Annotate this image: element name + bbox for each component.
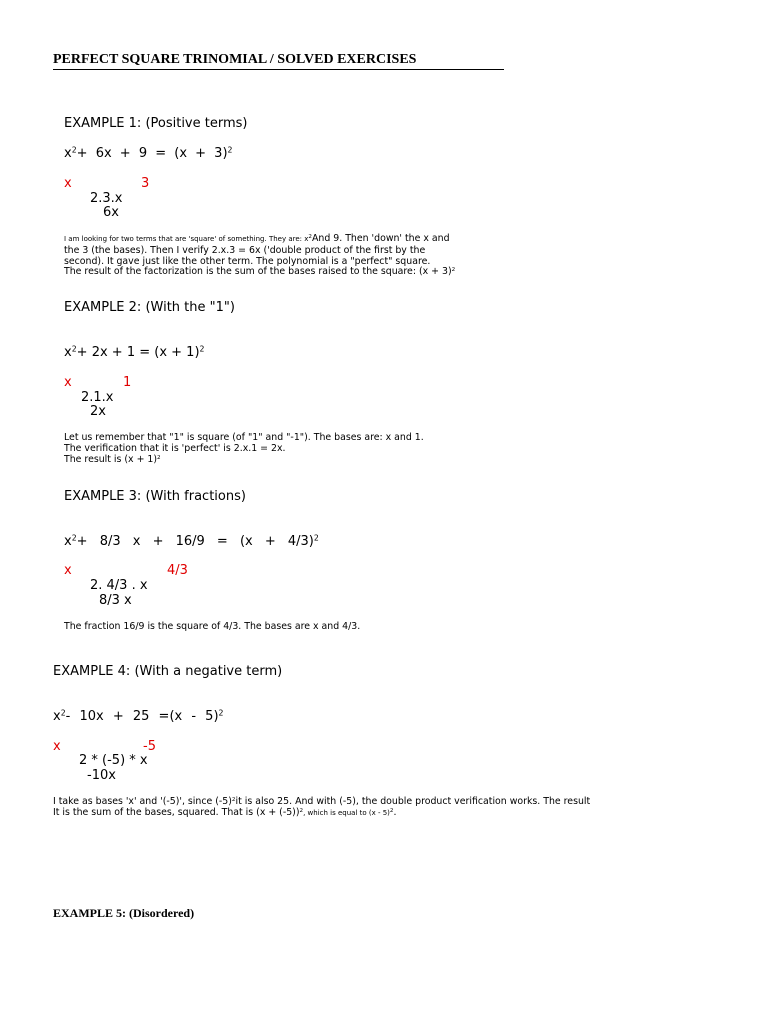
example-1-note-2: the 3 (the bases). Then I verify 2.x.3 = 6x ('double product of the first by the xyxy=(64,245,426,256)
example-3-base-right: 4/3 xyxy=(167,563,188,578)
example-2-heading: EXAMPLE 2: (With the "1") xyxy=(64,300,235,315)
example-4-calc-1: 2 * (-5) * x xyxy=(79,753,148,768)
example-3-heading: EXAMPLE 3: (With fractions) xyxy=(64,489,246,504)
example-4-note-1: I take as bases 'x' and '(-5)', since $(-5)^2it$ is also 25. And with (-5), the double product verification works. The result xyxy=(53,796,591,807)
example-1-base-right: 3 xyxy=(141,176,150,191)
example-1-calc-1: 2.3.x xyxy=(90,191,123,206)
example-1-note-4: The result of the factorization is the sum of the bases raised to the square: $(x + 3)^2$ xyxy=(64,266,456,277)
example-1-calc-2: 6x xyxy=(103,205,119,220)
example-4-heading: EXAMPLE 4: (With a negative term) xyxy=(53,664,283,679)
example-1-note-1: I am looking for two terms that are 'square' of something. They are: $x^2And$ 9. Then 'down' the x and xyxy=(64,233,450,244)
example-1-heading: EXAMPLE 1: (Positive terms) xyxy=(64,116,248,131)
example-2-equation: $x^2+ 2x + 1 = (x + 1)^2$ xyxy=(64,344,205,360)
example-4-note-2: It is the sum of the bases, squared. That is $(x + (-5))^2$, which is equal to (x - 5)$^2$. xyxy=(53,807,397,818)
example-1-base-left: x xyxy=(64,176,72,191)
example-2-calc-1: 2.1.x xyxy=(81,390,114,405)
example-1-note-3: second). It gave just like the other term. The polynomial is a "perfect" square. xyxy=(64,256,431,267)
example-2-calc-2: 2x xyxy=(90,404,106,419)
page-title: PERFECT SQUARE TRINOMIAL / SOLVED EXERCISES xyxy=(53,52,504,70)
example-2-note-3: The result is $(x + 1)^2$ xyxy=(64,454,161,465)
example-2-note-1: Let us remember that "1" is square (of "1" and "-1"). The bases are: x and 1. xyxy=(64,432,424,443)
example-2-note-2: The verification that it is 'perfect' is 2.x.1 = 2x. xyxy=(64,443,286,454)
example-4-base-right: -5 xyxy=(143,739,156,754)
example-4-equation: $x^2-$ 10x + 25 =(x - 5)$^2$ xyxy=(53,708,224,724)
example-1-equation: $x^2+ 6x + 9 = (x + 3)^2$ xyxy=(64,145,233,161)
example-3-equation: $x^2+ 8/3$ $x + 16/9 = (x + 4/3)^2$ xyxy=(64,533,319,549)
example-3-calc-2: 8/3 x xyxy=(99,593,132,608)
example-3-calc-1: 2. 4/3 . x xyxy=(90,578,148,593)
example-2-base-left: x xyxy=(64,375,72,390)
example-4-calc-2: -10x xyxy=(87,768,116,783)
example-4-base-left: x xyxy=(53,739,61,754)
example-3-base-left: x xyxy=(64,563,72,578)
example-3-note-1: The fraction 16/9 is the square of 4/3. The bases are x and 4/3. xyxy=(64,621,361,632)
example-2-base-right: 1 xyxy=(123,375,132,390)
example-5-heading: EXAMPLE 5: (Disordered) xyxy=(53,906,195,920)
